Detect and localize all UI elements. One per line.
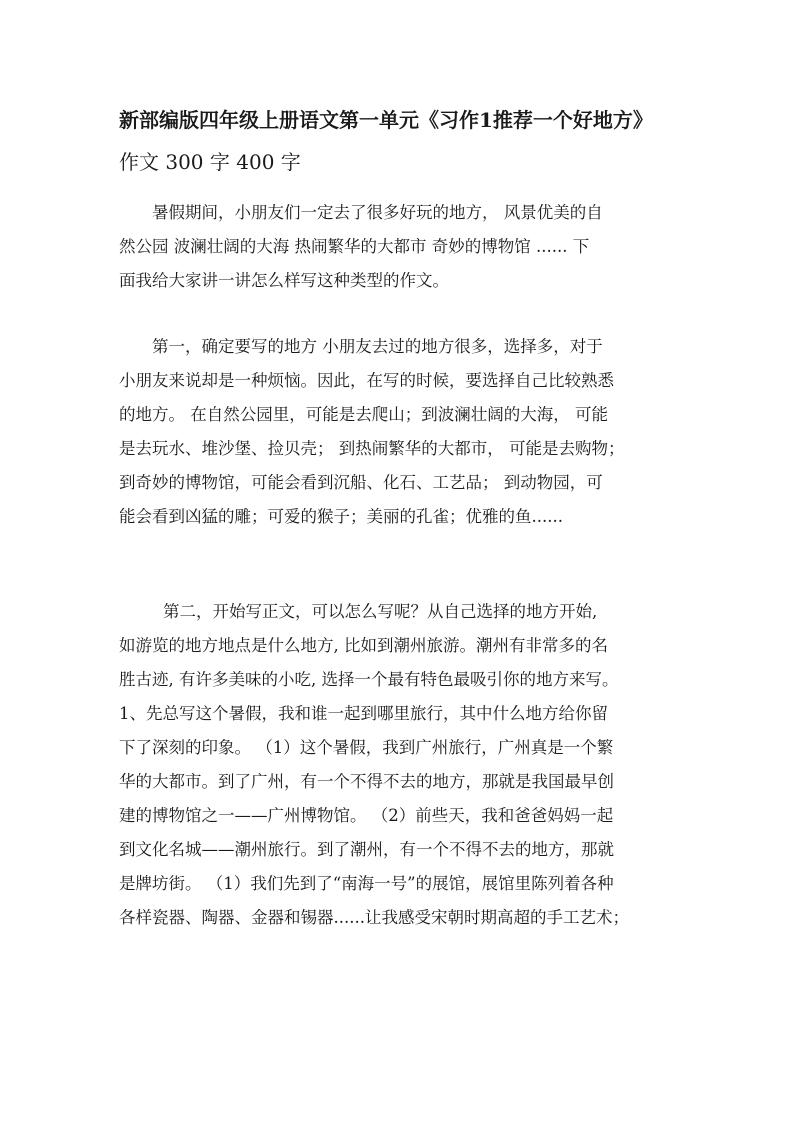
paragraph-line: 如游览的地方地点是什么地方, 比如到潮州旅游。潮州有非常多的名 <box>119 636 608 655</box>
paragraph-line: 第二，开始写正文，可以怎么写呢？从自己选择的地方开始, <box>163 602 598 621</box>
paragraph-line: 1、先总写这个暑假，我和谁一起到哪里旅行，其中什么地方给你留 <box>119 704 608 723</box>
paragraph-first-step <box>119 330 681 534</box>
paragraph-line: 建的博物馆之一——广州博物馆。 （2）前些天，我和爸爸妈妈一起 <box>119 806 614 825</box>
paragraph-line: 华的大都市。到了广州，有一个不得不去的地方，那就是我国最早创 <box>119 772 614 791</box>
paragraph-line: 面我给大家讲一讲怎么样写这种类型的作文。 <box>119 271 449 290</box>
paragraph-line: 暑假期间，小朋友们一定去了很多好玩的地方， 风景优美的自 <box>152 203 603 222</box>
paragraph-line: 下了深刻的印象。 （1）这个暑假，我到广州旅行，广州真是一个繁 <box>119 738 614 757</box>
paragraph-line: 到奇妙的博物馆，可能会看到沉船、化石、工艺品； 到动物园，可 <box>119 473 603 492</box>
document-title-line1: 新部编版四年级上册语文第一单元《习作1推荐一个好地方》 <box>119 108 653 132</box>
document-title-line2: 作文 300 字 400 字 <box>119 150 301 174</box>
paragraph-second-step <box>119 595 681 935</box>
paragraph-line: 是去玩水、堆沙堡、捡贝壳； 到热闹繁华的大都市， 可能是去购物； <box>119 439 625 458</box>
paragraph-line: 到文化名城——潮州旅行。到了潮州，有一个不得不去的地方，那就 <box>119 840 614 859</box>
paragraph-line: 小朋友来说却是一种烦恼。因此，在写的时候，要选择自己比较熟悉 <box>119 371 614 390</box>
paragraph-line: 是牌坊街。 （1）我们先到了“南海一号”的展馆，展馆里陈列着各种 <box>119 874 614 893</box>
paragraph-line: 第一，确定要写的地方 小朋友去过的地方很多，选择多，对于 <box>152 337 603 356</box>
paragraph-line: 胜古迹, 有许多美味的小吃, 选择一个最有特色最吸引你的地方来写。 <box>119 670 619 689</box>
paragraph-line: 各样瓷器、陶器、金器和锡器......让我感受宋朝时期高超的手工艺术； <box>119 908 629 927</box>
paragraph-line: 能会看到凶猛的雕；可爱的猴子；美丽的孔雀；优雅的鱼...... <box>119 507 563 526</box>
paragraph-line: 然公园 波澜壮阔的大海 热闹繁华的大都市 奇妙的博物馆 ...... 下 <box>119 237 590 256</box>
paragraph-line: 的地方。 在自然公园里，可能是去爬山；到波澜壮阔的大海， 可能 <box>119 405 608 424</box>
paragraph-intro <box>119 196 681 298</box>
